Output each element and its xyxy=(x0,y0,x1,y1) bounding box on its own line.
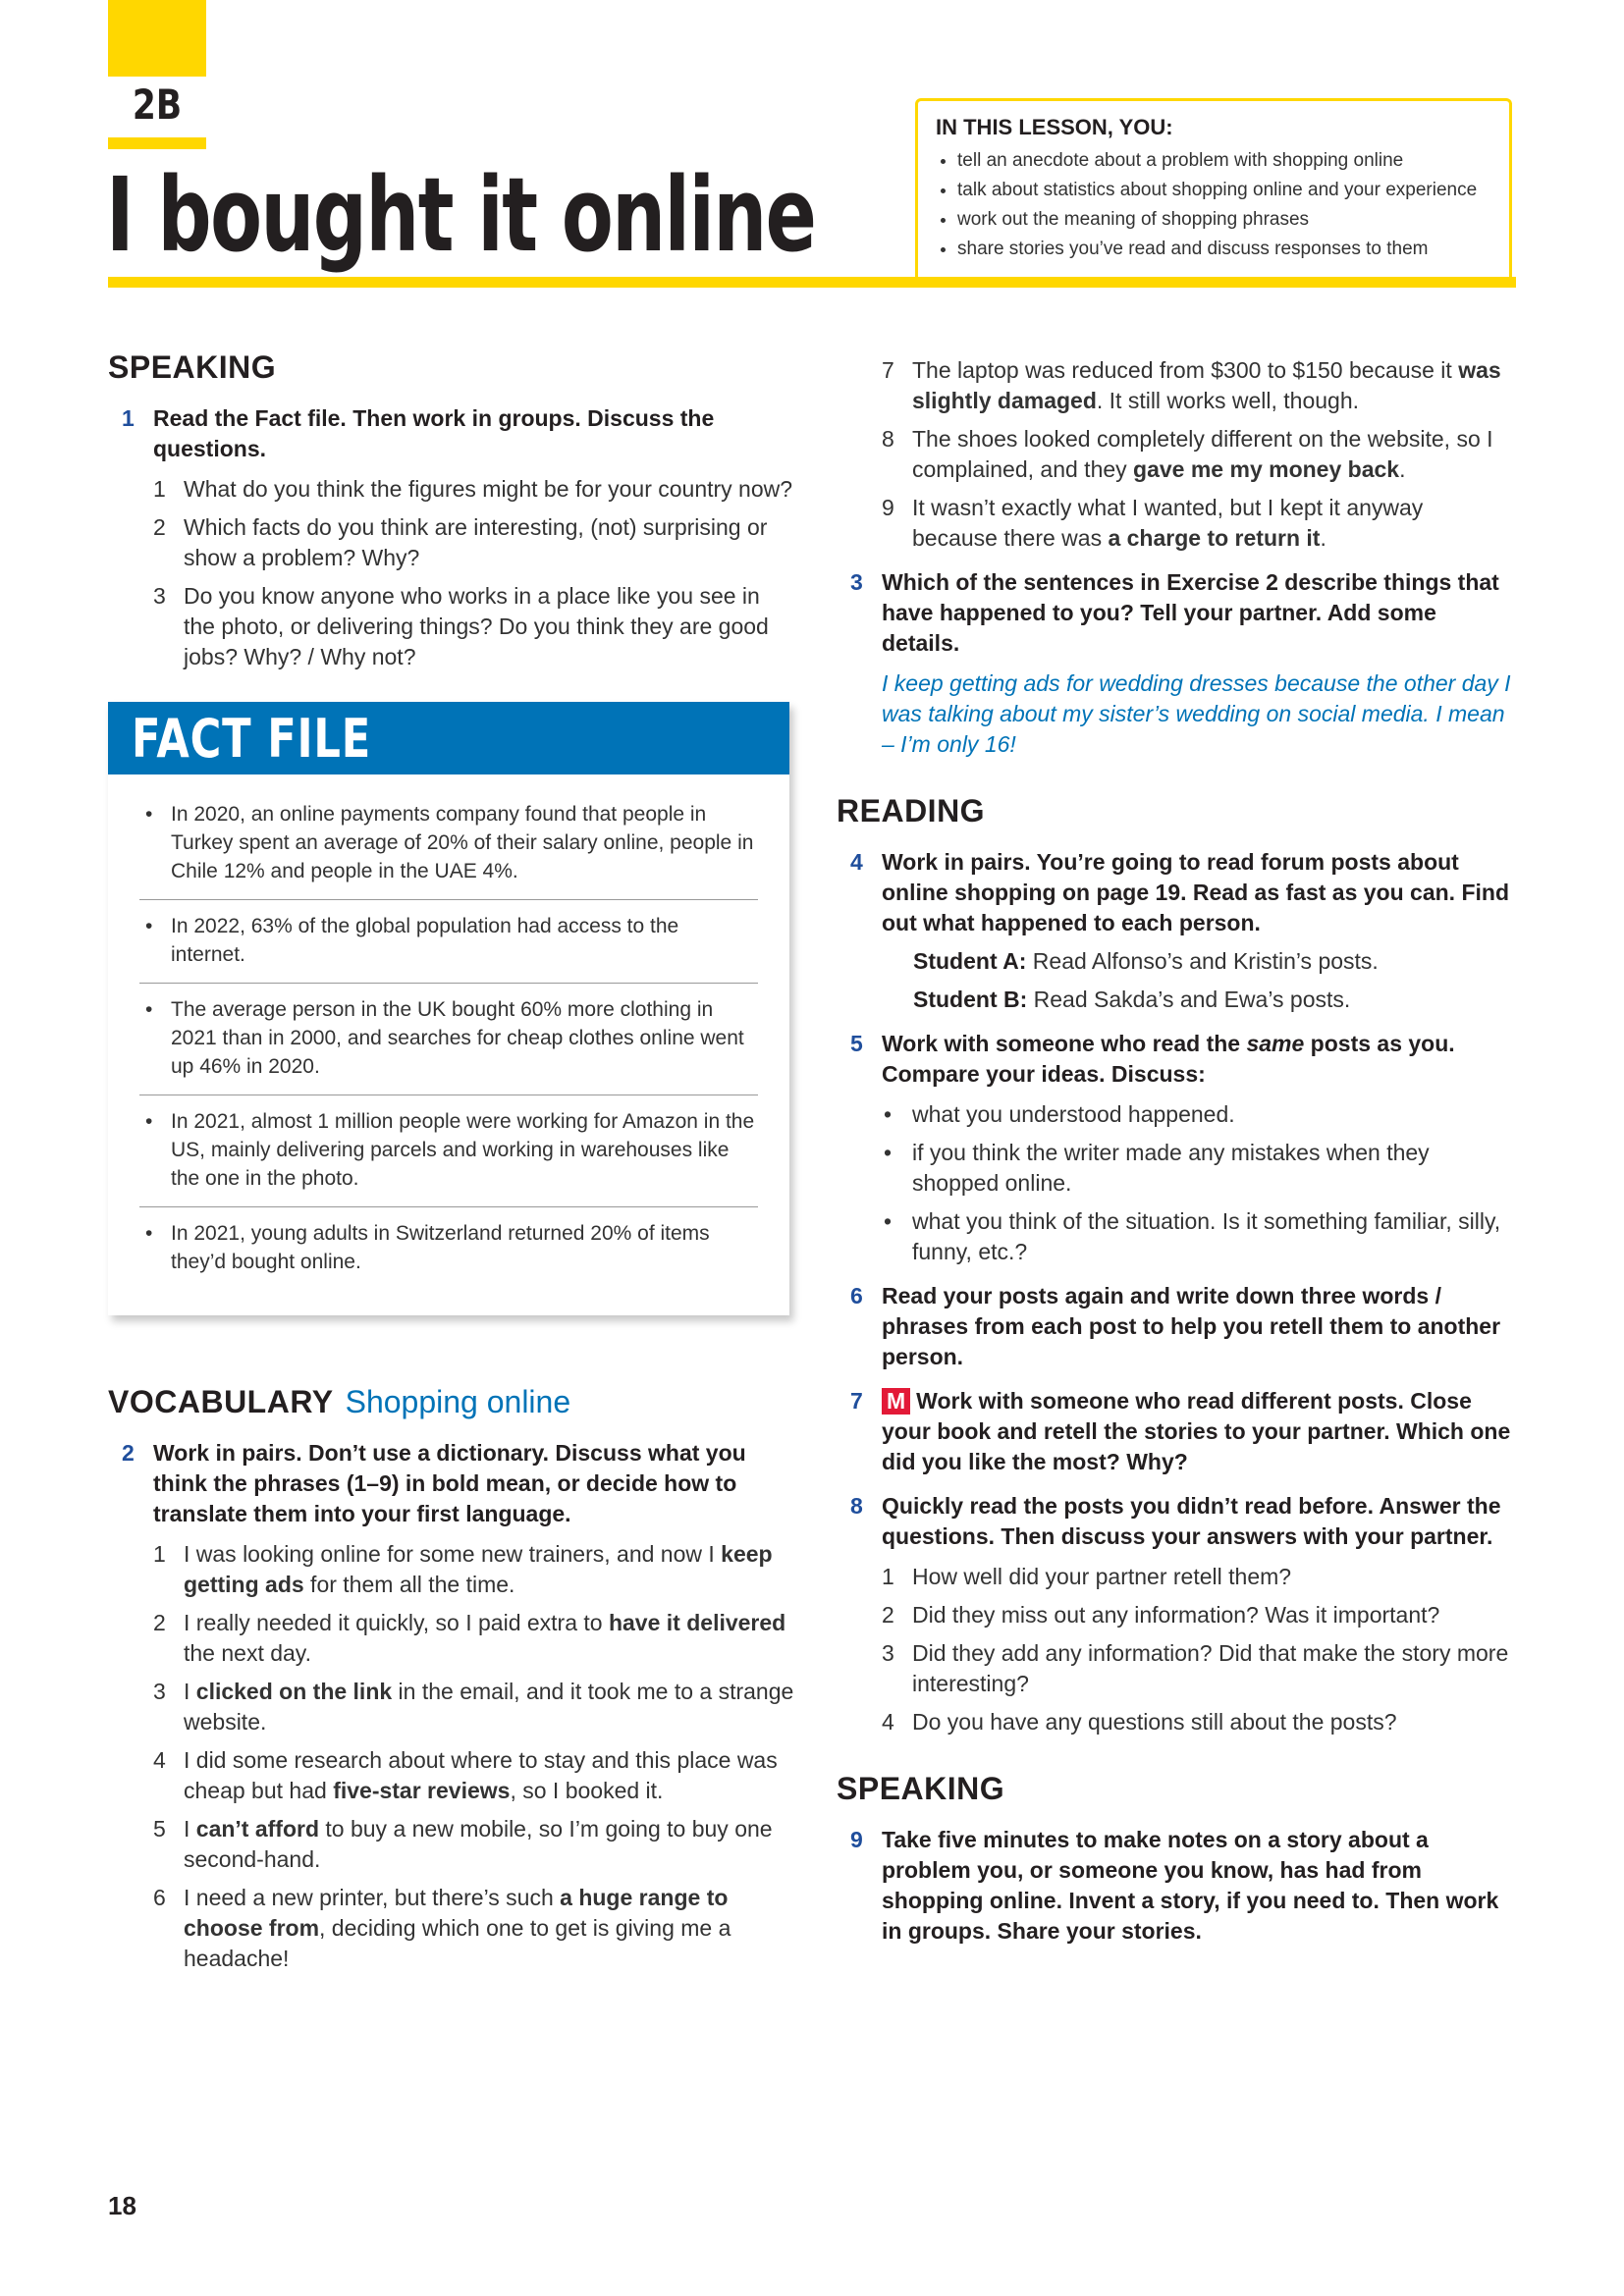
fact-item: • The average person in the UK bought 60% more clothing in 2021 than in 2000, and searches for cheap clothes online went up 46% in 2020. xyxy=(139,984,758,1095)
exercise-number: 3 xyxy=(850,569,863,595)
exercise-2 xyxy=(108,1438,795,1974)
exercise-instruction: Work in pairs. Don’t use a dictionary. Discuss what you think the phrases (1–9) in bold mean, or decide how to translate them into your first language. xyxy=(153,1440,746,1526)
speaking-heading: SPEAKING xyxy=(108,349,277,385)
exercise-number: 8 xyxy=(850,1493,863,1519)
target-phrase: five-star reviews xyxy=(333,1778,511,1803)
question-item: 4 Do you have any questions still about the posts? xyxy=(882,1709,1397,1735)
target-phrase: gave me my money back xyxy=(1133,456,1400,482)
exercise-instruction: Work with someone who read the same posts as you. Compare your ideas. Discuss: xyxy=(882,1031,1455,1087)
fact-item: • In 2020, an online payments company found that people in Turkey spent an average of 20% of their salary online, people in Chile 12% and people in the UAE 4%. xyxy=(139,788,758,900)
target-phrase: can’t afford xyxy=(195,1816,320,1842)
page-title: I bought it online xyxy=(106,155,816,275)
unit-color-bar xyxy=(108,0,206,77)
fact-item: • In 2021, young adults in Switzerland returned 20% of items they’d bought online. xyxy=(139,1207,758,1290)
lesson-objective: • talk about statistics about shopping online and your experience xyxy=(957,176,1491,205)
right-column xyxy=(837,355,1514,1960)
exercise-4 xyxy=(837,847,1514,1015)
exercise-7 xyxy=(837,1386,1514,1477)
fact-file-panel xyxy=(108,702,789,1315)
question-text: What do you think the figures might be for your country now? xyxy=(184,476,793,502)
exercise-number: 2 xyxy=(122,1440,135,1466)
exercise-number: 6 xyxy=(850,1283,863,1308)
lesson-objectives-box xyxy=(915,98,1512,277)
question-list xyxy=(882,1562,1514,1737)
discussion-point: • if you think the writer made any mistakes when they shopped online. xyxy=(882,1138,1514,1199)
target-phrase: a charge to return it xyxy=(1108,525,1321,551)
fact-file-header xyxy=(108,702,789,774)
exercise-number: 4 xyxy=(850,849,863,875)
question-item: 3 Do you know anyone who works in a place like you see in the photo, or delivering things? Do you think they are good jobs? Why? / Why not? xyxy=(153,583,769,669)
question-item: 3 Did they add any information? Did that make the story more interesting? xyxy=(882,1640,1509,1696)
lesson-objective: • tell an anecdote about a problem with shopping online xyxy=(957,146,1491,176)
question-list xyxy=(153,474,795,672)
phrase-sentence: 9 It wasn’t exactly what I wanted, but I kept it anyway because there was a charge to return it. xyxy=(882,495,1424,551)
exercise-instruction: Read your posts again and write down three words / phrases from each post to help you retell them to another person. xyxy=(882,1283,1501,1369)
exercise-3 xyxy=(837,567,1514,760)
mediation-badge: M xyxy=(882,1388,910,1415)
unit-underline xyxy=(108,137,206,149)
phrase-sentence-list xyxy=(153,1539,795,1974)
phrase-sentence: 4 I did some research about where to stay and this place was cheap but had five-star reviews, so I booked it. xyxy=(153,1747,778,1803)
exercise-instruction: Read the Fact file. Then work in groups. Discuss the questions. xyxy=(153,405,715,461)
vocabulary-heading-label: VOCABULARY xyxy=(108,1384,334,1419)
discussion-point: • what you understood happened. xyxy=(882,1099,1514,1130)
target-phrase: clicked on the link xyxy=(195,1679,393,1704)
reading-heading: READING xyxy=(837,793,986,828)
phrase-sentence: 5 I can’t afford to buy a new mobile, so I’m going to buy one second-hand. xyxy=(153,1816,773,1872)
question-item: 1 How well did your partner retell them? xyxy=(882,1564,1292,1589)
target-phrase: a huge range to choose from xyxy=(184,1885,729,1941)
exercise-8 xyxy=(837,1491,1514,1737)
page-number: 18 xyxy=(108,2191,136,2220)
question-item: 2 Which facts do you think are interesting, (not) surprising or show a problem? Why? xyxy=(153,514,768,570)
phrase-sentence: 2 I really needed it quickly, so I paid extra to have it delivered the next day. xyxy=(153,1610,786,1666)
exercise-5 xyxy=(837,1029,1514,1267)
lesson-objectives-heading: IN THIS LESSON, YOU: xyxy=(936,115,1173,139)
exercise-1 xyxy=(108,403,795,672)
exercise-number: 7 xyxy=(850,1388,863,1414)
exercise-number: 5 xyxy=(850,1031,863,1056)
phrase-sentence-list-continued xyxy=(837,355,1514,554)
discussion-bullets xyxy=(882,1099,1514,1267)
unit-code: 2B xyxy=(132,80,183,129)
lesson-objective: • share stories you’ve read and discuss responses to them xyxy=(957,235,1491,264)
student-b-assignment: Student B: Read Sakda’s and Ewa’s posts. xyxy=(913,987,1351,1012)
exercise-instruction: Which of the sentences in Exercise 2 describe things that have happened to you? Tell your partner. Add some details. xyxy=(882,569,1499,656)
target-phrase: have it delivered xyxy=(608,1610,786,1635)
target-phrase: keep getting ads xyxy=(184,1541,773,1597)
phrase-sentence: 1 I was looking online for some new trainers, and now I keep getting ads for them all the time. xyxy=(153,1541,773,1597)
question-item: 1 What do you think the figures might be for your country now? xyxy=(153,476,793,502)
exercise-6 xyxy=(837,1281,1514,1372)
speaking-heading-2: SPEAKING xyxy=(837,1771,1005,1806)
fact-file-title: FACT FILE xyxy=(132,708,372,770)
header-rule xyxy=(108,277,1516,288)
target-phrase: was slightly damaged xyxy=(912,357,1501,413)
exercise-instruction: Take five minutes to make notes on a story about a problem you, or someone you know, has had from shopping online. Invent a story, if you need to. Then work in groups. Share your stories. xyxy=(882,1827,1499,1944)
exercise-instruction: Work in pairs. You’re going to read forum posts about online shopping on page 19. Read as fast as you can. Find out what happened to each person. xyxy=(882,849,1510,935)
lesson-objectives-list xyxy=(936,146,1491,264)
student-a-assignment: Student A: Read Alfonso’s and Kristin’s posts. xyxy=(913,948,1379,974)
exercise-instruction: M Work with someone who read different posts. Close your book and retell the stories to your partner. Which one did you like the most? Why? xyxy=(882,1388,1511,1474)
question-text: Do you know anyone who works in a place like you see in the photo, or delivering things? Do you think they are good jobs? Why? / Why not? xyxy=(184,583,769,669)
fact-item: • In 2021, almost 1 million people were working for Amazon in the US, mainly delivering parcels and working in warehouses like the one in the photo. xyxy=(139,1095,758,1207)
phrase-sentence: 7 The laptop was reduced from $300 to $150 because it was slightly damaged. It still works well, though. xyxy=(882,357,1501,413)
fact-file-list xyxy=(108,774,789,1315)
vocabulary-heading xyxy=(108,1384,795,1420)
exercise-9 xyxy=(837,1825,1514,1947)
exercise-number: 1 xyxy=(122,405,135,431)
example-answer: I keep getting ads for wedding dresses because the other day I was talking about my sister’s wedding on social media. I mean – I’m only 16! xyxy=(882,670,1511,757)
phrase-sentence: 8 The shoes looked completely different on the website, so I complained, and they gave me my money back. xyxy=(882,426,1493,482)
vocabulary-subheading: Shopping online xyxy=(345,1384,571,1419)
exercise-number: 9 xyxy=(850,1827,863,1852)
discussion-point: • what you think of the situation. Is it something familiar, silly, funny, etc.? xyxy=(882,1206,1514,1267)
lesson-objective: • work out the meaning of shopping phrases xyxy=(957,205,1491,235)
left-column xyxy=(108,349,795,1988)
question-item: 2 Did they miss out any information? Was it important? xyxy=(882,1602,1440,1628)
fact-item: • In 2022, 63% of the global population had access to the internet. xyxy=(139,900,758,984)
phrase-sentence: 3 I clicked on the link in the email, and it took me to a strange website. xyxy=(153,1679,794,1735)
question-text: Which facts do you think are interesting, (not) surprising or show a problem? Why? xyxy=(184,514,768,570)
student-assignments xyxy=(882,946,1514,1015)
exercise-instruction: Quickly read the posts you didn’t read before. Answer the questions. Then discuss your answers with your partner. xyxy=(882,1493,1501,1549)
phrase-sentence: 6 I need a new printer, but there’s such a huge range to choose from, deciding which one to get is giving me a headache! xyxy=(153,1885,731,1971)
